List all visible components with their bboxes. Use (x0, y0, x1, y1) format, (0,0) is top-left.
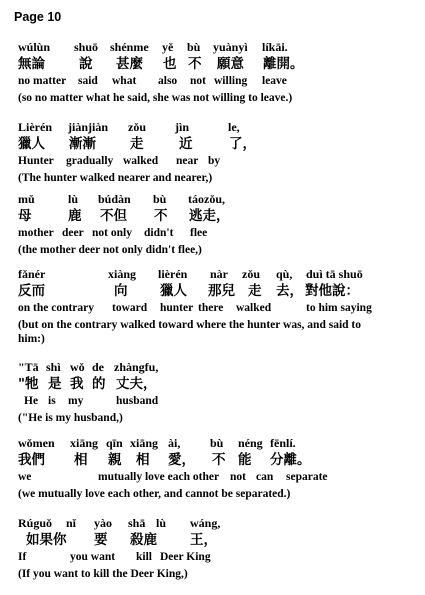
pinyin-word: wúlùn (18, 40, 51, 54)
pinyin-word: wǒ (70, 360, 85, 374)
gloss-word: He (24, 395, 39, 407)
gloss-word: is (48, 395, 56, 407)
pinyin-word: bù (153, 192, 167, 206)
pinyin-word: nàr (210, 267, 228, 281)
gloss-word: to him saying (306, 302, 372, 314)
pinyin-word: qù, (276, 267, 293, 281)
hanzi-word: 親 (108, 452, 122, 468)
gloss-word: separate (286, 471, 328, 483)
pinyin-word: yuànyì (213, 40, 248, 54)
gloss-word: also (158, 75, 178, 87)
hanzi-word: 獵人 (18, 136, 45, 152)
gloss-word: toward (112, 302, 148, 314)
hanzi-word: 是 (48, 376, 62, 392)
hanzi-word: "牠 (18, 376, 39, 392)
pinyin-word: wáng, (190, 516, 221, 530)
pinyin-word: qīn (106, 436, 123, 450)
pinyin-word: yào (94, 516, 112, 530)
hanzi-word: 愛， (168, 452, 195, 468)
translation: (but on the contrary walked toward where the hunter was, and said to (18, 319, 361, 331)
hanzi-word: 近 (179, 136, 193, 152)
hanzi-word: 殺鹿 (130, 532, 157, 548)
hanzi-word: 那兒 (208, 283, 235, 299)
hanzi-word: 去， (276, 283, 303, 299)
hanzi-word: 對他說： (305, 283, 359, 299)
page-number: Page 10 (14, 10, 62, 24)
gloss-word: not (190, 75, 206, 87)
hanzi-word: 了， (229, 136, 256, 152)
pinyin-word: fǎnér (18, 267, 46, 281)
hanzi-word: 漸漸 (69, 136, 96, 152)
hanzi-word: 不 (212, 452, 226, 468)
pinyin-word: búdàn (98, 192, 131, 206)
translation: (we mutually love each other, and cannot be separated.) (18, 488, 291, 500)
translation: (the mother deer not only didn't flee,) (18, 244, 202, 256)
hanzi-word: 向 (114, 283, 128, 299)
pinyin-word: líkāi. (262, 40, 288, 54)
gloss-word: there (198, 302, 224, 314)
gloss-word: willing (214, 75, 248, 87)
translation: (so no matter what he said, she was not willing to leave.) (18, 92, 293, 104)
pinyin-word: xiàng (108, 267, 137, 281)
pinyin-word: zǒu (128, 120, 146, 134)
hanzi-word: 不 (188, 56, 202, 72)
gloss-word: leave (262, 75, 287, 87)
gloss-word: what (112, 75, 137, 87)
hanzi-word: 說 (79, 56, 93, 72)
gloss-word: Hunter (18, 155, 54, 167)
gloss-word: said (78, 75, 98, 87)
gloss-word: walked (123, 155, 159, 167)
pinyin-word: bù (187, 40, 201, 54)
hanzi-word: 的 (92, 376, 106, 392)
pinyin-word: Rúguǒ (18, 516, 53, 530)
gloss-word: husband (116, 395, 159, 407)
gloss-word: no matter (18, 75, 67, 87)
translation: (If you want to kill the Deer King,) (18, 568, 188, 580)
gloss-word: kill (136, 551, 152, 563)
pinyin-word: fēnlí. (270, 436, 296, 450)
hanzi-word: 反而 (18, 283, 45, 299)
pinyin-word: lù (68, 192, 79, 206)
hanzi-word: 不但 (100, 208, 127, 224)
pinyin-word: ài, (168, 436, 181, 450)
hanzi-word: 丈夫， (116, 376, 157, 392)
pinyin-word: jìn (175, 120, 190, 134)
hanzi-word: 鹿 (68, 208, 82, 224)
pinyin-word: shì (46, 360, 61, 374)
gloss-word: flee (190, 227, 208, 239)
hanzi-word: 能 (238, 452, 252, 468)
pinyin-word: lièrén (158, 267, 188, 281)
hanzi-word: 相 (74, 452, 88, 468)
hanzi-word: 甚麼 (116, 56, 143, 72)
gloss-word: didn't (144, 227, 174, 239)
pinyin-word: le, (228, 120, 240, 134)
pinyin-word: zhàngfu, (114, 360, 159, 374)
pinyin-word: jiànjiàn (68, 120, 109, 134)
hanzi-word: 走 (248, 283, 262, 299)
pinyin-word: wǒmen (18, 436, 55, 450)
hanzi-word: 如果你 (26, 532, 67, 548)
hanzi-word: 分離。 (270, 452, 311, 468)
hanzi-word: 要 (94, 532, 108, 548)
hanzi-word: 離開。 (263, 56, 304, 72)
gloss-word: near (176, 155, 199, 167)
pinyin-word: lù (156, 516, 167, 530)
pinyin-word: "Tā (18, 360, 39, 374)
gloss-word: on the contrary (18, 302, 95, 314)
pinyin-word: táozǒu, (188, 192, 225, 206)
gloss-word: not (230, 471, 246, 483)
gloss-word: my (68, 395, 84, 407)
translation-continued: him:) (18, 333, 45, 345)
gloss-word: If (18, 551, 27, 563)
translation: (The hunter walked nearer and nearer,) (18, 172, 213, 184)
translation: ("He is my husband,) (18, 412, 123, 424)
gloss-word: can (256, 471, 274, 483)
gloss-word: you want (70, 551, 116, 563)
hanzi-word: 母 (18, 208, 32, 224)
gloss-word: not only (92, 227, 132, 239)
gloss-word: we (18, 471, 32, 483)
hanzi-word: 無論 (18, 56, 45, 72)
pinyin-word: shénme (110, 40, 149, 54)
pinyin-word: shā (128, 516, 146, 530)
pinyin-word: Lièrén (18, 120, 52, 134)
pinyin-word: yě (162, 40, 174, 54)
gloss-word: Deer King (160, 551, 211, 563)
pinyin-word: duì tā shuō (306, 267, 363, 281)
hanzi-word: 獵人 (160, 283, 187, 299)
pinyin-word: zǒu (242, 267, 260, 281)
gloss-word: mutually love each other (98, 471, 220, 483)
hanzi-word: 我們 (18, 452, 45, 468)
pinyin-word: de (92, 360, 104, 374)
gloss-word: deer (62, 227, 84, 239)
gloss-word: walked (236, 302, 272, 314)
pinyin-word: shuō (74, 40, 99, 54)
hanzi-word: 我 (70, 376, 84, 392)
gloss-word: by (208, 155, 221, 167)
pinyin-word: xiāng (70, 436, 99, 450)
pinyin-word: néng (238, 436, 263, 450)
pinyin-word: nǐ (66, 516, 77, 530)
hanzi-word: 願意 (217, 56, 244, 72)
gloss-word: hunter (160, 302, 194, 314)
pinyin-word: mǔ (18, 192, 35, 206)
pinyin-word: bù (210, 436, 224, 450)
gloss-word: mother (18, 227, 54, 239)
hanzi-word: 不 (154, 208, 168, 224)
hanzi-word: 王， (190, 532, 217, 548)
hanzi-word: 逃走， (189, 208, 230, 224)
hanzi-word: 相 (136, 452, 150, 468)
hanzi-word: 走 (130, 136, 144, 152)
hanzi-word: 也 (163, 56, 177, 72)
pinyin-word: xiāng (130, 436, 159, 450)
gloss-word: gradually (66, 155, 114, 167)
